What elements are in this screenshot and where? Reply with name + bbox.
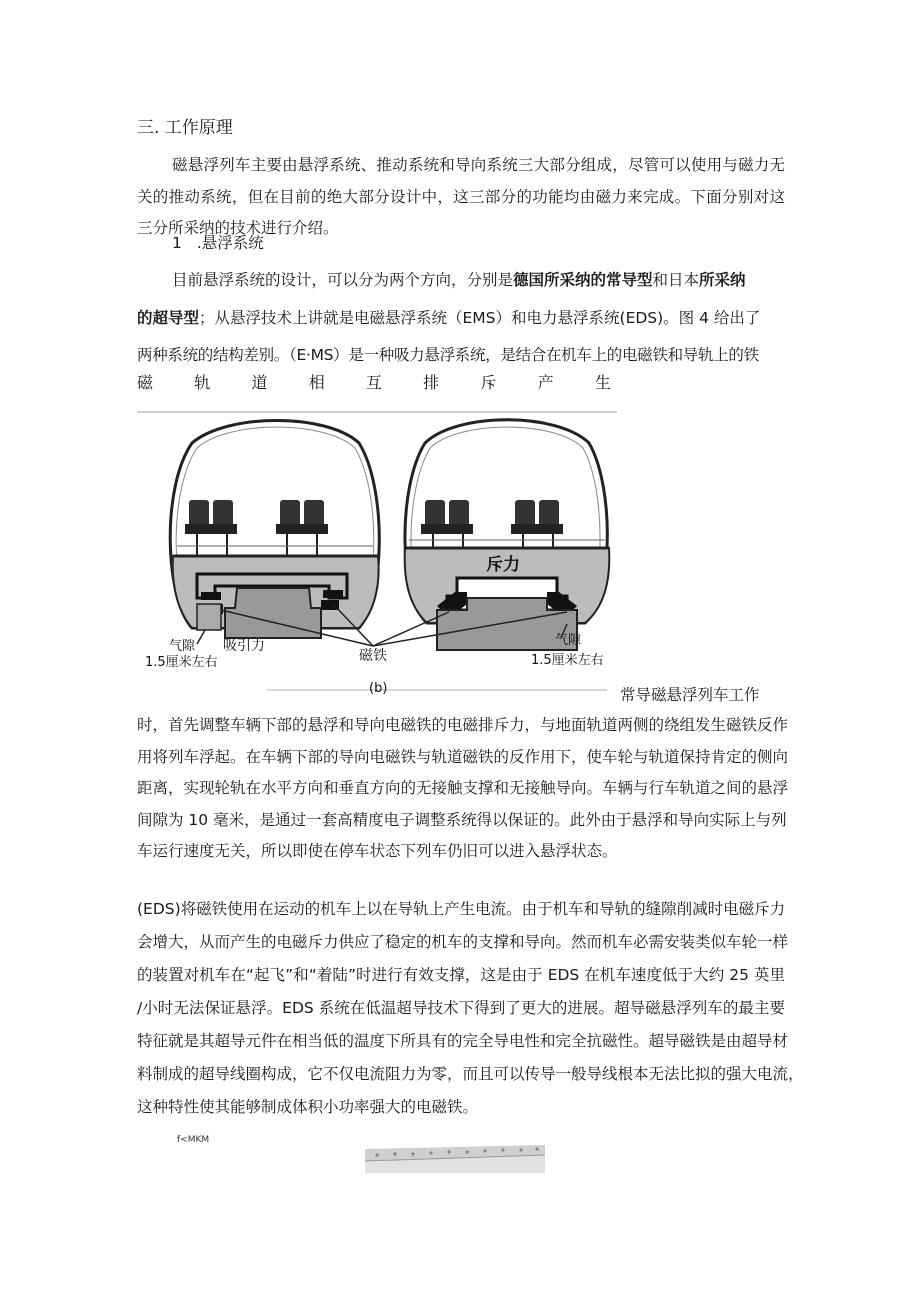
p3-line: (EDS)将磁铁使用在运动的机车上以在导轨上产生电流。由于机车和导轨的缝隙削减时电磁斥力: [137, 900, 786, 918]
subsection-title: .悬浮系统: [196, 234, 264, 252]
label-attraction: 吸引力: [223, 638, 265, 654]
p3-line: /小时无法保证悬浮。EDS 系统在低温超导技术下得到了更大的进展。超导磁悬浮列车的最主要: [137, 999, 785, 1017]
p1-line-2: [137, 306, 760, 328]
subsection-number: 1: [172, 234, 182, 252]
spread-char: 轨: [194, 373, 211, 392]
p2-paragraph: [137, 710, 789, 868]
spread-char: 磁: [137, 373, 154, 392]
spread-text-line: [137, 370, 611, 393]
spread-char: 产: [537, 373, 554, 392]
subsection-heading: [172, 231, 264, 253]
spread-char: 道: [251, 373, 268, 392]
track-image-fragment: [365, 1143, 545, 1175]
p2-line: 用将列车浮起。在车辆下部的导向电磁铁与轨道磁铁的反作用下，使车轮与轨道保持肯定的侧向: [137, 747, 789, 766]
p3-paragraph: [137, 893, 804, 1124]
p1-emphasis: 所采纳: [699, 271, 746, 289]
eds-car-diagram: [405, 420, 610, 650]
spread-char: 排: [423, 373, 440, 392]
intro-line: 磁悬浮列车主要由悬浮系统、推动系统和导向系统三大部分组成，尽管可以使用与磁力无: [172, 156, 785, 174]
p2-line: 时，首先调整车辆下部的悬浮和导向电磁铁的电磁排斥力，与地面轨道两侧的绕组发生磁铁反作: [137, 716, 789, 734]
spread-char: 互: [365, 373, 382, 392]
label-gap-right-value: 1.5厘米左右: [531, 653, 604, 668]
ems-car-diagram: [170, 421, 379, 639]
p2-line: 间隙为 10 毫米，是通过一套高精度电子调整系统得以保证的。此外由于悬浮和导向实际上与列: [137, 810, 787, 829]
label-magnet: 磁铁: [359, 648, 387, 664]
label-repulsion: 斥力: [486, 555, 520, 575]
section-title: 三. 工作原理: [137, 118, 233, 138]
label-gap-left: 气隙: [169, 639, 196, 654]
p1-emphasis: 的超导型: [137, 309, 200, 327]
p3-line: 这种特性使其能够制成体积小功率强大的电磁铁。: [137, 1098, 479, 1116]
p1-line-1: [172, 268, 746, 290]
intro-line: 三分所采纳的技术进行介绍。: [137, 219, 339, 237]
p1-line-3: 两种系统的结构差别。（E·MS）是一种吸力悬浮系统，是结合在机车上的电磁铁和导轨上的铁: [137, 346, 759, 364]
spread-char: 生: [594, 373, 611, 392]
p2-line: 车运行速度无关，所以即使在停车状态下列车仍旧可以进入悬浮状态。: [137, 842, 618, 860]
p1-text: 和日本: [652, 271, 700, 289]
label-gap-left-value: 1.5厘米左右: [145, 655, 218, 670]
label-sub-figure: (b): [369, 681, 388, 696]
maglev-figure: [137, 398, 617, 698]
intro-line: 关的推动系统，但在目前的绝大部分设计中，这三部分的功能均由磁力来完成。下面分别对这: [137, 187, 785, 206]
p3-line: 会增大，从而产生的电磁斥力供应了稳定的机车的支撑和导向。然而机车必需安装类似车轮一样: [137, 933, 789, 951]
small-label: f<MKM: [177, 1135, 210, 1145]
figure-caption-right: 常导磁悬浮列车工作: [620, 686, 760, 704]
spread-char: 相: [308, 373, 325, 392]
p1-text: ；从悬浮技术上讲就是电磁悬浮系统（EMS）和电力悬浮系统(EDS)。图 4 给出了: [199, 309, 761, 327]
p3-line: 料制成的超导线圈构成，它不仅电流阻力为零，而且可以传导一般导线根本无法比拟的强大电流，: [137, 1065, 804, 1083]
label-gap-right: 气隙: [555, 633, 582, 648]
p1-emphasis: 德国所采纳的常导型: [513, 271, 653, 289]
p3-line: 的装置对机车在“起飞”和“着陆”时进行有效支撑，这是由于 EDS 在机车速度低于大约 25 英里: [137, 966, 785, 984]
spread-char: 斥: [480, 373, 497, 392]
p2-line: 距离，实现轮轨在水平方向和垂直方向的无接触支撑和无接触导向。车辆与行车轨道之间的悬浮: [137, 779, 789, 797]
p1-text: 目前悬浮系统的设计，可以分为两个方向，分别是: [172, 271, 514, 289]
p3-line: 特征就是其超导元件在相当低的温度下所具有的完全导电性和完全抗磁性。超导磁铁是由超导材: [137, 1032, 789, 1050]
